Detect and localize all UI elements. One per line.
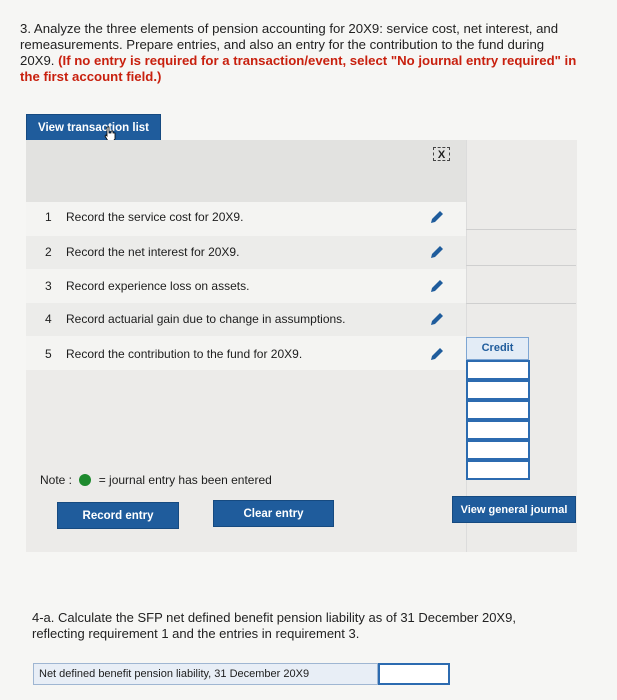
- transaction-label: Record actuarial gain due to change in assumptions.: [66, 312, 346, 326]
- net-liability-label: Net defined benefit pension liability, 31 December 20X9: [33, 663, 378, 685]
- transaction-label: Record the contribution to the fund for 20X9.: [66, 347, 303, 361]
- transaction-number: 4: [45, 312, 52, 326]
- transaction-number: 1: [45, 210, 52, 224]
- credit-input[interactable]: [466, 460, 530, 480]
- transaction-label: Record the net interest for 20X9.: [66, 245, 240, 259]
- pencil-icon[interactable]: [429, 311, 445, 327]
- note-suffix: = journal entry has been entered: [98, 473, 272, 487]
- record-entry-button[interactable]: Record entry: [57, 502, 179, 529]
- transaction-number: 3: [45, 279, 52, 293]
- view-transaction-list-button[interactable]: [26, 114, 161, 141]
- credit-input[interactable]: [466, 400, 530, 420]
- transaction-row-5[interactable]: [26, 338, 466, 371]
- question-3-instruction: (If no entry is required for a transaction/event, select "No journal entry required" in the first account field.): [20, 53, 577, 84]
- view-transaction-list-label: View transaction list: [38, 121, 149, 134]
- net-liability-input[interactable]: [378, 663, 450, 685]
- pencil-icon[interactable]: [429, 346, 445, 362]
- transaction-row-3[interactable]: [26, 270, 466, 303]
- transaction-number: 2: [45, 245, 52, 259]
- pencil-icon[interactable]: [429, 209, 445, 225]
- transaction-row-4[interactable]: [26, 303, 466, 336]
- journal-divider: [466, 265, 576, 266]
- close-icon[interactable]: X: [433, 147, 450, 161]
- question-3-text: [20, 21, 580, 85]
- entered-indicator-icon: [79, 474, 91, 486]
- note-prefix: Note :: [40, 473, 73, 487]
- transaction-row-2[interactable]: [26, 236, 466, 269]
- clear-entry-button[interactable]: Clear entry: [213, 500, 334, 527]
- transaction-label: Record experience loss on assets.: [66, 279, 250, 293]
- pencil-icon[interactable]: [429, 278, 445, 294]
- pencil-icon[interactable]: [429, 244, 445, 260]
- transaction-label: Record the service cost for 20X9.: [66, 210, 244, 224]
- credit-input[interactable]: [466, 380, 530, 400]
- transaction-panel-header: [26, 140, 466, 202]
- transaction-number: 5: [45, 347, 52, 361]
- journal-divider: [466, 229, 576, 230]
- journal-divider: [466, 303, 576, 304]
- legend-note: [40, 473, 272, 487]
- view-general-journal-button[interactable]: View general journal: [452, 496, 576, 523]
- transaction-row-1[interactable]: [26, 201, 466, 234]
- question-3-body: 3. Analyze the three elements of pension accounting for 20X9: service cost, net interest, and remeasurements. Prepare entries, and also an entry for the contribution to the fund during 20X9.: [20, 21, 559, 68]
- credit-column-header: Credit: [466, 337, 529, 360]
- credit-input[interactable]: [466, 420, 530, 440]
- credit-input[interactable]: [466, 360, 530, 380]
- credit-input[interactable]: [466, 440, 530, 460]
- question-4a-text: 4-a. Calculate the SFP net defined benefit pension liability as of 31 December 20X9, reflecting requirement 1 and the entries in requirement 3.: [32, 610, 516, 641]
